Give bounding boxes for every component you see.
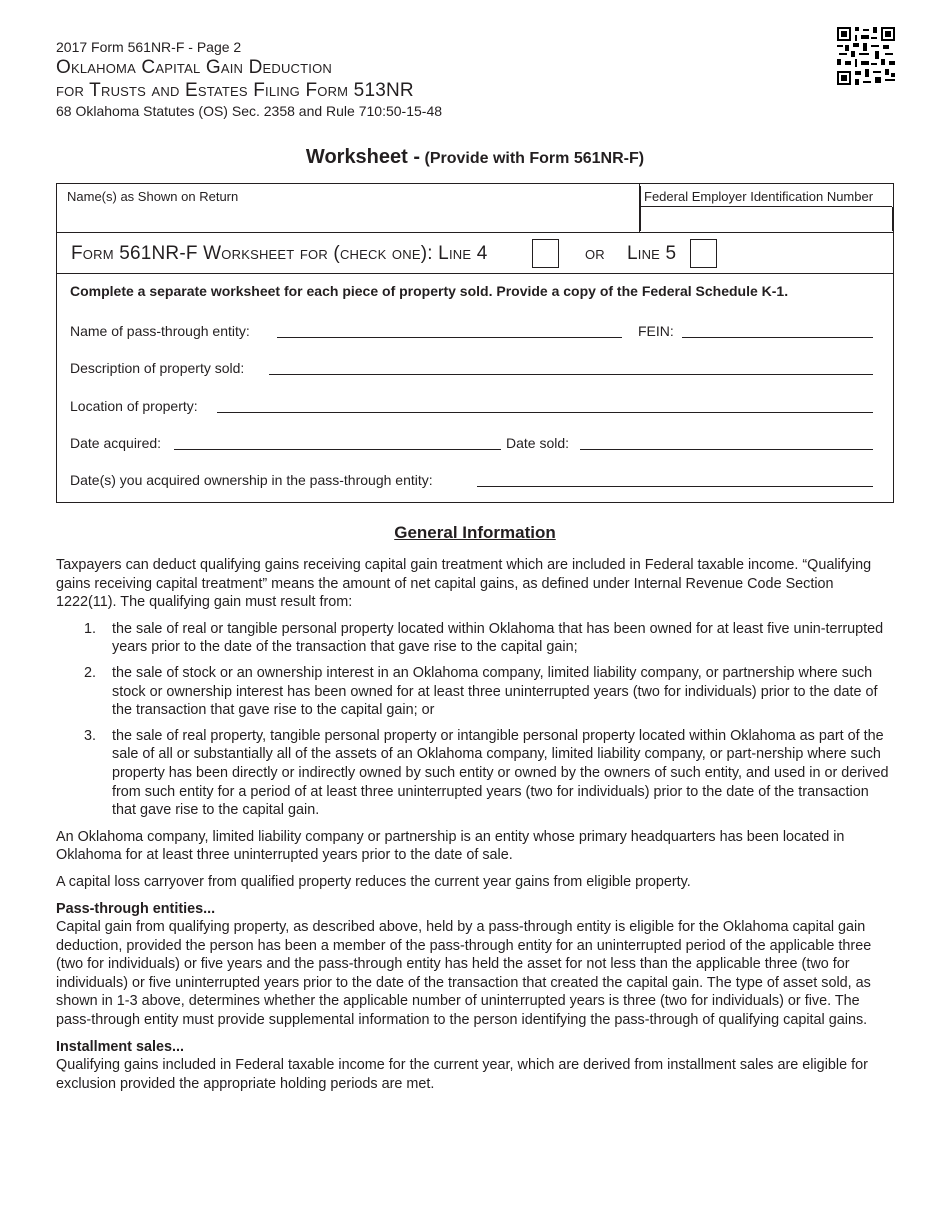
general-info-title: General Information bbox=[394, 523, 556, 542]
name-field-label: Name(s) as Shown on Return bbox=[67, 189, 239, 204]
line5-label: Line 5 bbox=[627, 243, 677, 264]
date-sold-label: Date sold: bbox=[506, 435, 570, 451]
list-item: 3. the sale of real property, tangible personal property or intangible personal property located within Oklahoma as part of the sale of all or substantially all of the assets of an Oklahoma company, limited liability company, or part-nership where such property has been directly or indirectly owned by such entity or owned by the owners of such entity, and used in or derived from such entity for a period of at least three uninterrupted years (two for individuals) prior to the date of the transaction that gave rise to the capital gain. bbox=[84, 727, 889, 819]
ownership-dates-label: Date(s) you acquired ownership in the pass-through entity: bbox=[70, 472, 433, 488]
location-input[interactable] bbox=[217, 398, 873, 413]
loss-paragraph: A capital loss carryover from qualified property reduces the current year gains from eligible property. bbox=[56, 873, 691, 890]
line4-checkbox[interactable] bbox=[532, 239, 559, 268]
installment-heading: Installment sales... bbox=[56, 1038, 184, 1055]
fein-cell bbox=[640, 184, 893, 233]
entity-name-label: Name of pass-through entity: bbox=[70, 323, 250, 339]
entity-name-input[interactable] bbox=[277, 323, 622, 338]
ownership-dates-input[interactable] bbox=[477, 472, 873, 487]
date-acquired-input[interactable] bbox=[174, 435, 501, 450]
worksheet-title bbox=[0, 146, 950, 169]
installment-paragraph: Qualifying gains included in Federal taxable income for the current year, which are derived from installment sales are eligible for exclusion provided the appropriate holding periods are met. bbox=[56, 1057, 868, 1092]
list-item: 2. the sale of stock or an ownership interest in an Oklahoma company, limited liability company, or partnership where such stock or ownership interest has been owned for at least three uninterrupted years (two for individuals) prior to the date of the transaction that gave rise to the capital gain; or bbox=[84, 664, 878, 719]
worksheet-title-main: Worksheet - bbox=[305, 146, 421, 168]
passthrough-heading: Pass-through entities... bbox=[56, 900, 216, 917]
intro-paragraph: Taxpayers can deduct qualifying gains receiving capital gain treatment which are included in Federal taxable income. “Qualifying gains receiving capital treatment” means the amount of net capital gains, as defined under Internal Revenue Code Section 1222(11). The qualifying gain must result from: bbox=[56, 557, 872, 611]
list-item: 1. the sale of real or tangible personal property located within Oklahoma that has been owned for at least five unin-terrupted years prior to the date of the transaction that gave rise to the capital gain; bbox=[84, 620, 884, 656]
qr-code-icon bbox=[837, 27, 895, 85]
location-label: Location of property: bbox=[70, 398, 198, 414]
line4-label: Form 561NR-F Worksheet for (check one): Line 4 bbox=[71, 243, 488, 264]
worksheet-title-sub: (Provide with Form 561NR-F) bbox=[424, 150, 645, 167]
form-title-line2: for Trusts and Estates Filing Form 513NR bbox=[56, 80, 414, 101]
entity-fein-input[interactable] bbox=[682, 323, 873, 338]
qualifying-gain-list bbox=[56, 620, 896, 820]
date-sold-input[interactable] bbox=[580, 435, 873, 450]
description-input[interactable] bbox=[269, 360, 873, 375]
page-header bbox=[56, 38, 676, 120]
name-field[interactable] bbox=[57, 184, 640, 233]
line-check-row bbox=[57, 233, 893, 274]
form-title-line1: Oklahoma Capital Gain Deduction bbox=[56, 57, 332, 78]
worksheet-form bbox=[56, 183, 894, 503]
line5-checkbox[interactable] bbox=[690, 239, 717, 268]
date-acquired-label: Date acquired: bbox=[70, 435, 162, 451]
form-id: 2017 Form 561NR-F - Page 2 bbox=[56, 39, 242, 55]
entity-fein-label: FEIN: bbox=[638, 323, 674, 339]
fein-label: Federal Employer Identification Number bbox=[644, 189, 874, 204]
description-label: Description of property sold: bbox=[70, 360, 245, 376]
general-info-body bbox=[56, 556, 896, 1101]
company-paragraph: An Oklahoma company, limited liability company or partnership is an entity whose primary headquarters has been located in Oklahoma for at least three uninterrupted years prior to the date of sale. bbox=[56, 828, 845, 864]
statute-reference: 68 Oklahoma Statutes (OS) Sec. 2358 and Rule 710:50-15-48 bbox=[56, 103, 443, 119]
or-label: or bbox=[585, 243, 605, 264]
worksheet-instruction: Complete a separate worksheet for each piece of property sold. Provide a copy of the Federal Schedule K-1. bbox=[70, 283, 789, 299]
fein-label-box bbox=[640, 186, 892, 207]
passthrough-paragraph: Capital gain from qualifying property, as described above, held by a pass-through entity is eligible for the Oklahoma capital gain deduction, provided the person has been a member of the pass-through entity for an uninterrupted period of the applicable three (two for individuals) or five years and the pass-through entity has held the asset for not less than the applicable three (two for individuals) or five uninterrupted years prior to the date of the transaction that created the capital gain. The type of asset sold, as shown in 1-3 above, determines whether the applicable number of uninterrupted years is three (two for individuals) or five. The pass-through entity must provide supplemental information to the person identifying the pass-through of qualifying capital gains. bbox=[56, 919, 872, 1029]
fein-input[interactable] bbox=[640, 207, 893, 231]
